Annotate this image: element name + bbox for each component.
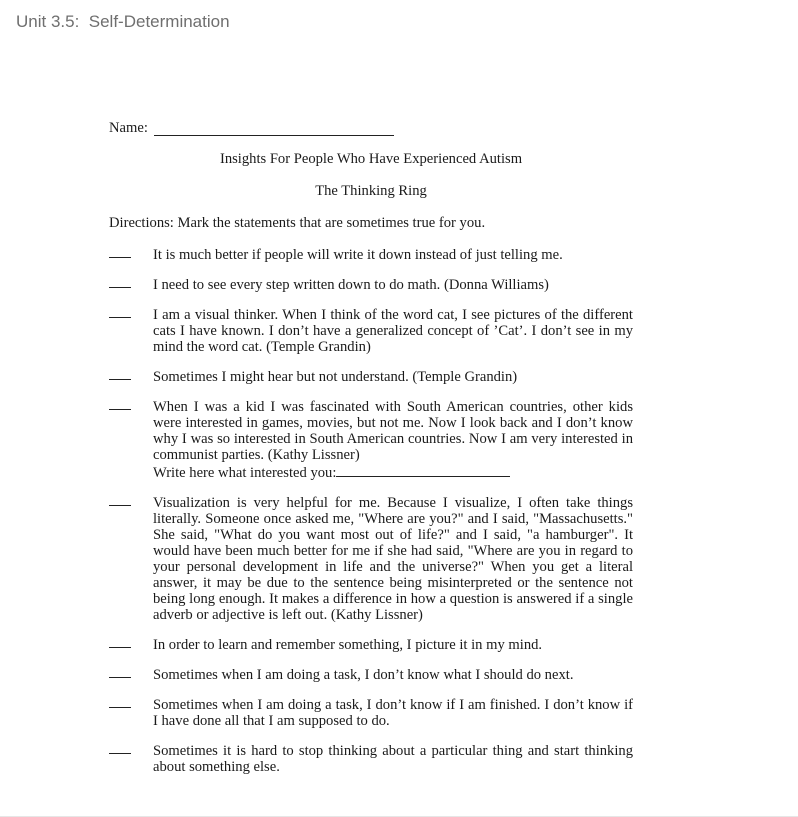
check-blank[interactable]	[109, 247, 131, 258]
worksheet-subtitle: The Thinking Ring	[315, 183, 427, 199]
worksheet	[109, 116, 633, 775]
statement-with-write-in	[153, 399, 633, 481]
statement-item	[109, 697, 633, 729]
check-blank[interactable]	[109, 697, 131, 708]
check-blank[interactable]	[109, 399, 131, 410]
check-blank[interactable]	[109, 495, 131, 506]
statement-text: Sometimes when I am doing a task, I don’t know if I am finished. I don’t know if I have done all that I am supposed to do.	[153, 697, 633, 729]
statement-item	[109, 743, 633, 775]
directions: Directions: Mark the statements that are sometimes true for you.	[109, 215, 486, 231]
write-here-line[interactable]	[336, 463, 510, 477]
worksheet-title: Insights For People Who Have Experienced Autism	[219, 151, 523, 167]
check-blank[interactable]	[109, 307, 131, 318]
write-here-label: Write here what interested you:	[153, 465, 337, 481]
statement-text: In order to learn and remember something, I picture it in my mind.	[153, 637, 543, 653]
statement-item	[109, 495, 633, 623]
statement-item	[109, 247, 633, 263]
statement-text: It is much better if people will write it down instead of just telling me.	[153, 247, 563, 263]
statement-text: Sometimes I might hear but not understand. (Temple Grandin)	[153, 369, 518, 385]
statement-text: Sometimes it is hard to stop thinking about a particular thing and start thinking about something else.	[153, 743, 633, 775]
statement-item	[109, 399, 633, 481]
check-blank[interactable]	[109, 637, 131, 648]
statement-text: I am a visual thinker. When I think of the word cat, I see pictures of the different cats I have known. I don’t have a generalized concept of ’Cat’. I don’t see in my mind the word cat. (Temple Grandin)	[153, 307, 633, 355]
statement-text: Visualization is very helpful for me. Because I visualize, I often take things literally. Someone once asked me, "Where are you?" and I said, "Massachusetts." She said, "What do you want most out of life?" and I said, "a hamburger". It would have been much better for me if she had said, "Where are you in regard to your personal development in life and the universe?" When you get a literal answer, it may be due to the sentence being misinterpreted or the sentence not being long enough. It makes a difference in how a question is answered if a single adverb or adjective is left out. (Kathy Lissner)	[153, 495, 633, 623]
check-blank[interactable]	[109, 667, 131, 678]
unit-title: Unit 3.5: Self-Determination	[16, 12, 230, 31]
statement-item	[109, 277, 633, 293]
name-label: Name:	[109, 120, 148, 136]
check-blank[interactable]	[109, 277, 131, 288]
statement-text: I need to see every step written down to do math. (Donna Williams)	[153, 277, 549, 293]
name-line[interactable]	[154, 121, 394, 136]
statement-text: Sometimes when I am doing a task, I don’t know what I should do next.	[153, 667, 574, 683]
check-blank[interactable]	[109, 369, 131, 380]
statement-item	[109, 307, 633, 355]
statement-item	[109, 667, 633, 683]
name-row	[109, 116, 633, 136]
statement-item	[109, 369, 633, 385]
check-blank[interactable]	[109, 743, 131, 754]
statement-item	[109, 637, 633, 653]
statement-text: When I was a kid I was fascinated with South American countries, other kids were interested in games, movies, but not me. Now I look back and I don’t know why I was so interested in South American countries. Now I am very interested in communist parties. (Kathy Lissner)	[153, 399, 633, 463]
